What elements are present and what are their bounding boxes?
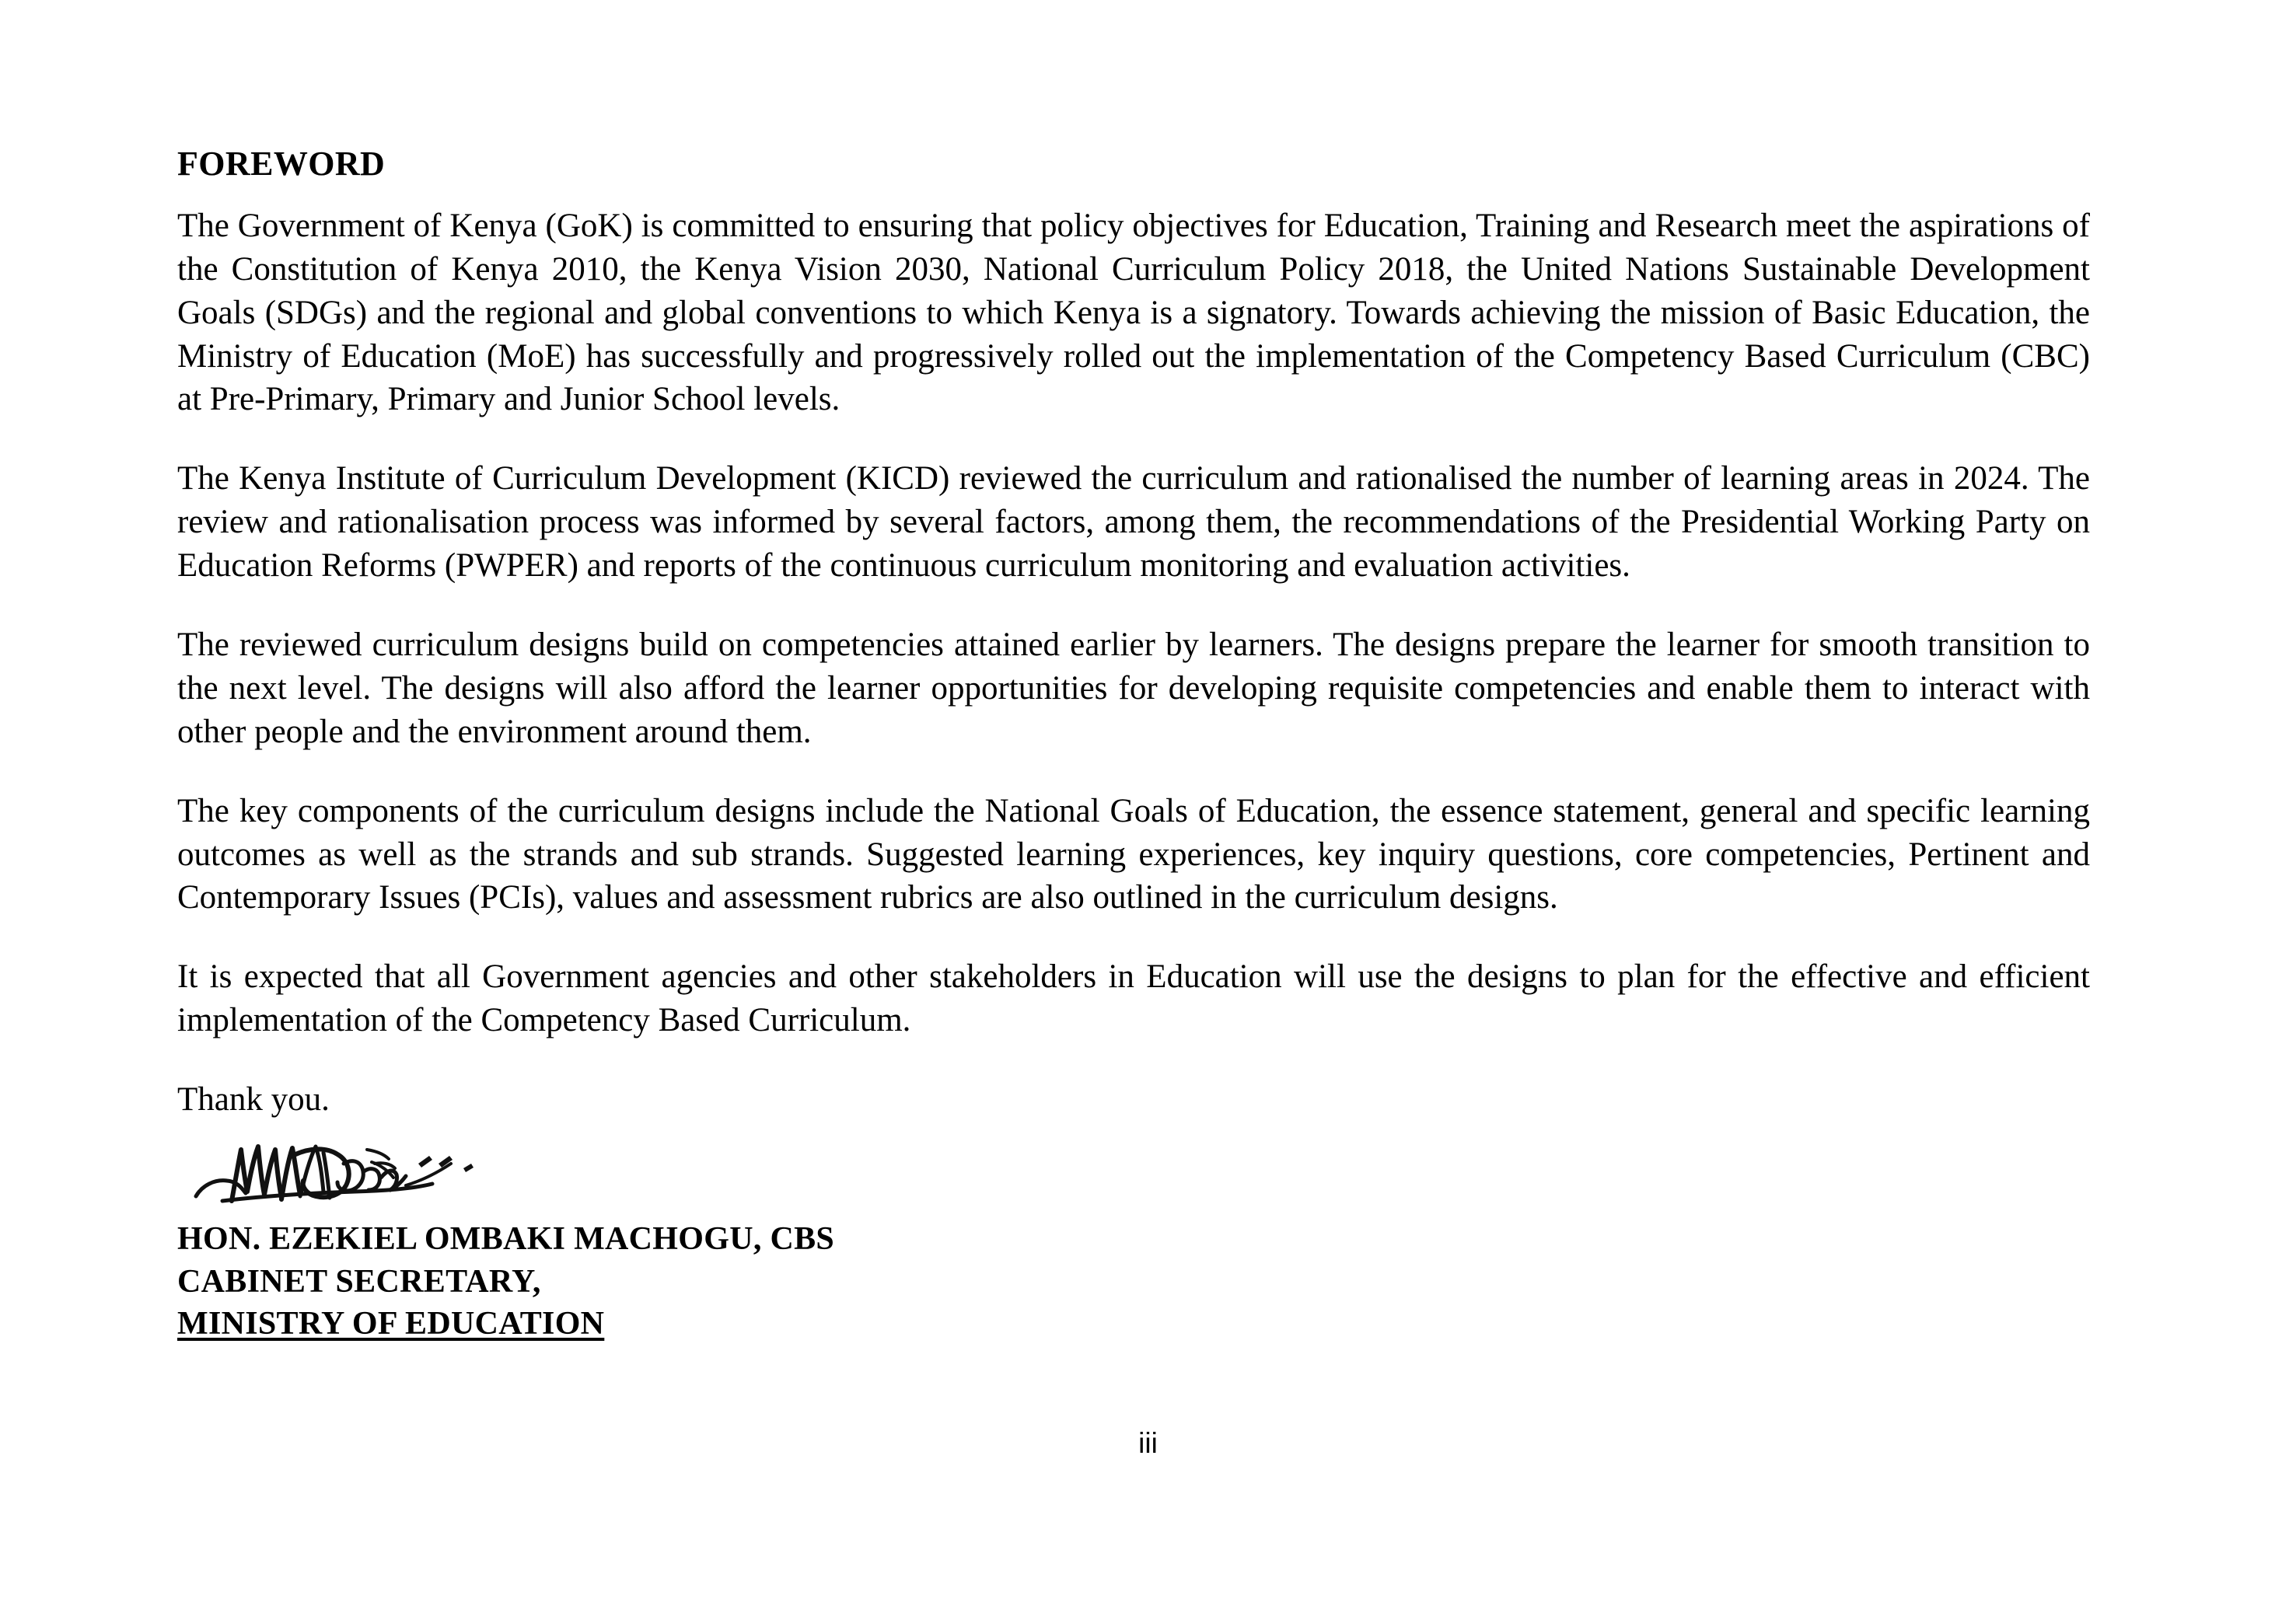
paragraph-5: It is expected that all Government agencies and other stakeholders in Education will use the designs to plan for the effective and efficient implementation of the Competency Based Curriculum. xyxy=(177,958,2090,1039)
page-number: iii xyxy=(1138,1427,1158,1459)
document-body xyxy=(177,144,2090,1346)
signature-image xyxy=(191,1129,596,1213)
signatory-title: CABINET SECRETARY, xyxy=(177,1263,541,1300)
paragraph-3: The reviewed curriculum designs build on competencies attained earlier by learners. The designs prepare the learner for smooth transition to the next level. The designs will also afford the learner opportunities for developing requisite competencies and enable them to interact with other people and the environment around them. xyxy=(177,627,2090,750)
signatory-block xyxy=(177,1218,2090,1346)
paragraph-4: The key components of the curriculum designs include the National Goals of Education, the essence statement, general and specific learning outcomes as well as the strands and sub strands. Suggested learning experiences, key inquiry questions, core competencies, Pertinent and Contemporary Issues (PCIs), values and assessment rubrics are also outlined in the curriculum designs. xyxy=(177,792,2090,916)
closing-salutation: Thank you. xyxy=(177,1081,330,1119)
signatory-ministry: MINISTRY OF EDUCATION xyxy=(177,1306,605,1342)
paragraph-1: The Government of Kenya (GoK) is committed to ensuring that policy objectives for Education, Training and Research meet the aspirations of the Constitution of Kenya 2010, the Kenya Vision 2030, National Curriculum Policy 2018, the United Nations Sustainable Development Goals (SDGs) and the regional and global conventions to which Kenya is a signatory. Towards achieving the mission of Basic Education, the Ministry of Education (MoE) has successfully and progressively rolled out the implementation of the Competency Based Curriculum (CBC) at Pre-Primary, Primary and Junior School levels. xyxy=(177,207,2090,418)
paragraph-2: The Kenya Institute of Curriculum Development (KICD) reviewed the curriculum and rationalised the number of learning areas in 2024. The review and rationalisation process was informed by several factors, among them, the recommendations of the Presidential Working Party on Education Reforms (PWPER) and reports of the continuous curriculum monitoring and evaluation activities. xyxy=(177,460,2090,585)
handwritten-signature-icon xyxy=(191,1129,596,1213)
page-title: FOREWORD xyxy=(177,145,386,183)
signatory-name: HON. EZEKIEL OMBAKI MACHOGU, CBS xyxy=(177,1221,835,1258)
